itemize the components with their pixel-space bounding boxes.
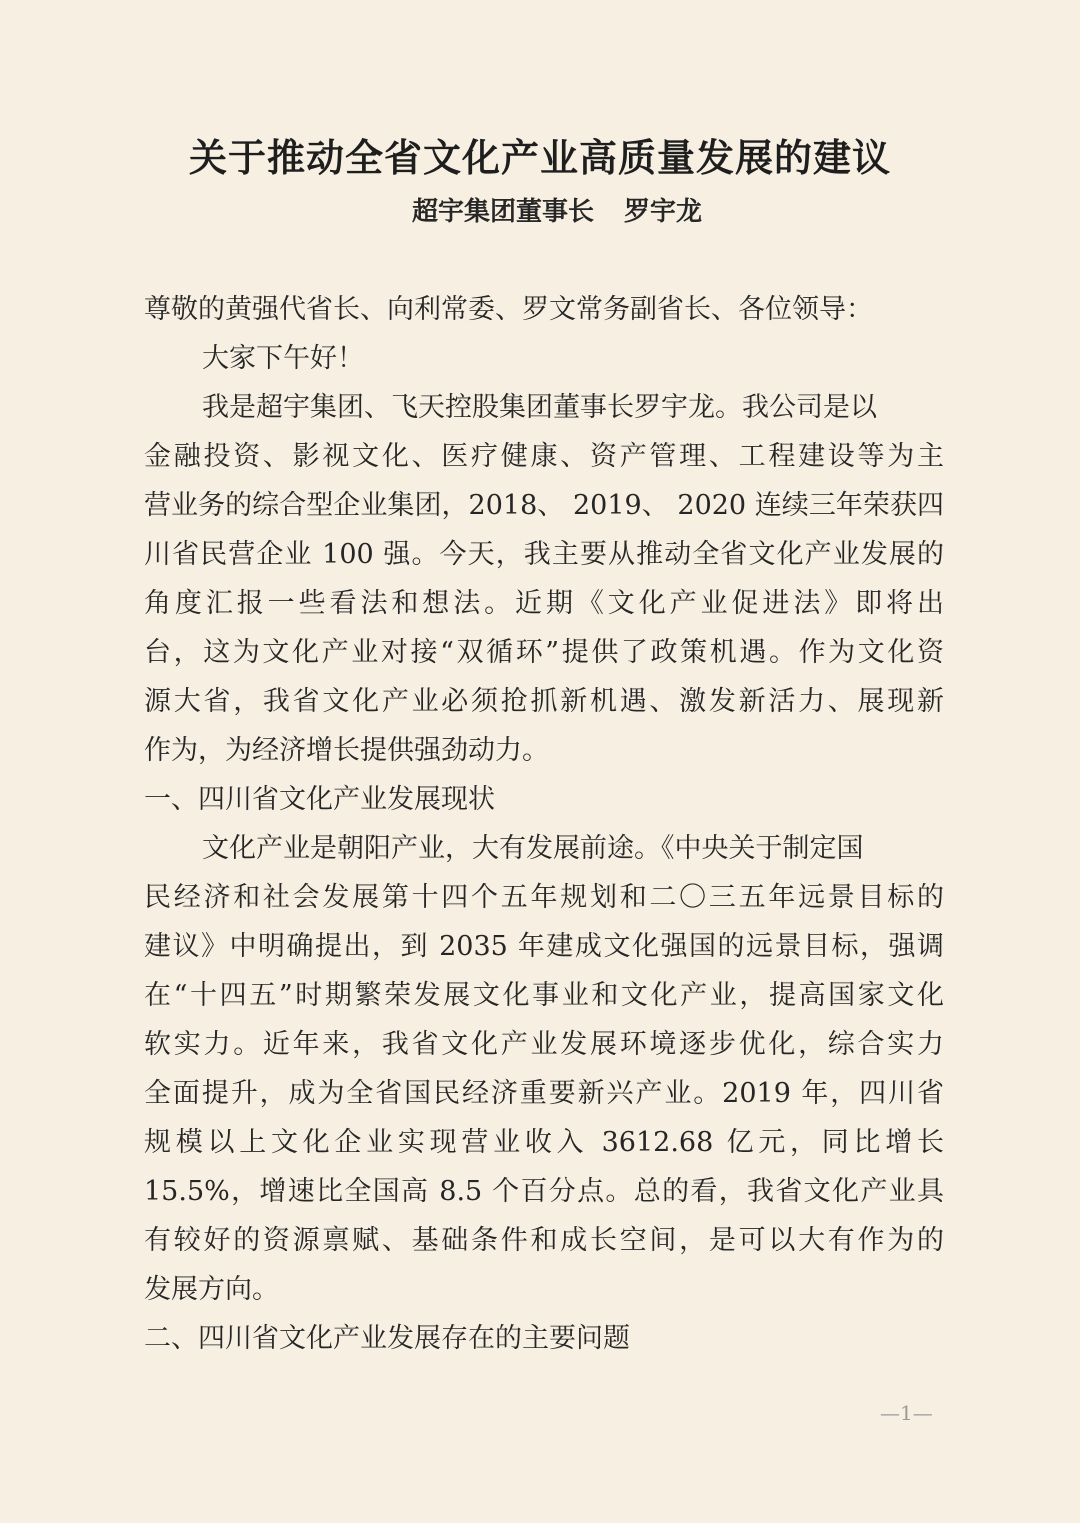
paragraph-line: 作为，为经济增长提供强劲动力。 [144,735,549,766]
author-byline [412,190,702,234]
paragraph-line: 规模以上文化企业实现营业收入 3612.68 亿元，同比增长 [144,1127,944,1158]
paragraph-line: 文化产业是朝阳产业，大有发展前途。《中央关于制定国 [202,833,864,864]
greeting-line: 大家下午好！ [202,343,364,374]
document-title: 关于推动全省文化产业高质量发展的建议 [188,136,891,180]
paragraph-line: 建议》中明确提出，到 2035 年建成文化强国的远景目标，强调 [144,931,944,962]
document-body [144,285,944,1363]
paragraph-line: 角度汇报一些看法和想法。近期《文化产业促进法》即将出 [144,588,944,619]
paragraph-line: 金融投资、影视文化、医疗健康、资产管理、工程建设等为主 [144,441,944,472]
paragraph-line: 民经济和社会发展第十四个五年规划和二〇三五年远景目标的 [144,882,944,913]
section-heading: 一、四川省文化产业发展现状 [144,784,495,815]
paragraph-line: 在“十四五”时期繁荣发展文化事业和文化产业，提高国家文化 [144,980,944,1011]
paragraph-line: 发展方向。 [144,1274,279,1305]
paragraph-line: 营业务的综合型企业集团，2018、 2019、 2020 连续三年荣获四 [144,490,944,521]
paragraph-line: 15.5%，增速比全国高 8.5 个百分点。总的看，我省文化产业具 [144,1176,944,1207]
author-title: 超宇集团董事长 [412,197,595,227]
author-name: 罗宇龙 [624,197,703,227]
paragraph-line: 全面提升，成为全省国民经济重要新兴产业。2019 年，四川省 [144,1078,944,1109]
section-heading: 二、四川省文化产业发展存在的主要问题 [144,1323,630,1354]
page-number: —1— [880,1401,933,1425]
paragraph-line: 台，这为文化产业对接“双循环”提供了政策机遇。作为文化资 [144,637,944,668]
paragraph-line: 我是超宇集团、飞天控股集团董事长罗宇龙。我公司是以 [202,392,877,423]
paragraph-line: 源大省，我省文化产业必须抢抓新机遇、激发新活力、展现新 [144,686,944,717]
salutation-line: 尊敬的黄强代省长、向利常委、罗文常务副省长、各位领导： [144,294,873,325]
paragraph-line: 有较好的资源禀赋、基础条件和成长空间，是可以大有作为的 [144,1225,944,1256]
paragraph-line: 川省民营企业 100 强。今天，我主要从推动全省文化产业发展的 [144,539,944,570]
paragraph-line: 软实力。近年来，我省文化产业发展环境逐步优化，综合实力 [144,1029,944,1060]
